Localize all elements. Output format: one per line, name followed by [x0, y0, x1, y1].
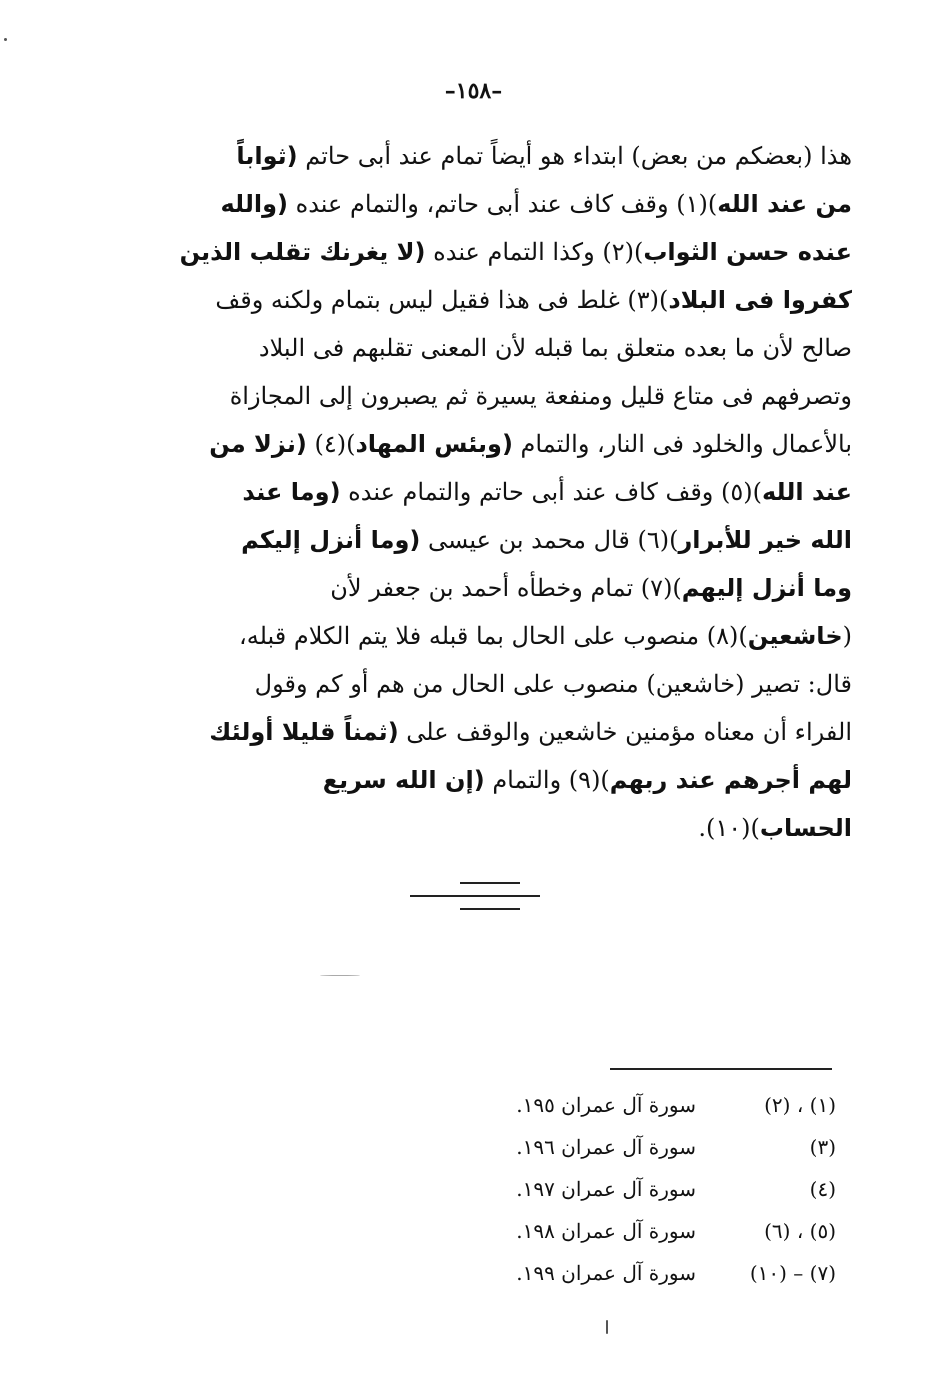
scan-speck: [606, 1320, 608, 1334]
quran-quote: عند الله: [762, 478, 852, 506]
text-segment: )(٦) قال محمد بن عيسى: [420, 526, 679, 554]
quran-quote: لهم أجرهم عند ربهم: [609, 766, 852, 794]
quran-quote: (ثمناً قليلا أولئك: [209, 718, 399, 746]
scan-speck: [320, 975, 360, 976]
page-number: –١٥٨–: [444, 78, 503, 104]
footnote-source: سورة آل عمران ١٩٧.: [516, 1177, 696, 1201]
text-line: [136, 228, 852, 276]
footnotes: [440, 1084, 836, 1294]
text-segment: صالح لأن ما بعده متعلق بما قبله لأن المعنى تقلبهم فى البلاد: [258, 334, 852, 362]
text-line: [136, 708, 852, 756]
footnote-ref: (١) ، (٢): [764, 1093, 836, 1117]
footnote-row: [440, 1252, 836, 1294]
text-segment: (: [842, 622, 852, 650]
text-line: [136, 420, 852, 468]
quran-quote: الله خير للأبرار: [678, 526, 852, 554]
text-line: [136, 612, 852, 660]
footnote-ref: (٣): [809, 1135, 836, 1159]
footnote-source: سورة آل عمران ١٩٦.: [516, 1135, 696, 1159]
text-segment: )(٧) تمام وخطأه أحمد بن جعفر لأن: [330, 574, 682, 602]
footnote-row: [440, 1084, 836, 1126]
quran-quote: (نزلا من: [209, 430, 307, 458]
quran-quote: (ثواباً: [236, 142, 298, 170]
text-line: [136, 132, 852, 180]
quran-quote: كفروا فى البلاد: [668, 286, 852, 314]
footnote-ref: (٤): [809, 1177, 836, 1201]
footnote-row: [440, 1210, 836, 1252]
text-segment: وتصرفهم فى متاع قليل ومنفعة يسيرة ثم يصبرون إلى المجازاة: [229, 382, 852, 410]
text-line: [136, 756, 852, 804]
text-line: [136, 324, 852, 372]
text-segment: هذا (بعضكم من بعض) ابتداء هو أيضاً تمام عند أبى حاتم: [297, 142, 852, 170]
text-segment: )(٩) والتمام: [484, 766, 610, 794]
footnote-row: [440, 1168, 836, 1210]
quran-quote: (والله: [220, 190, 288, 218]
quran-quote: (إن الله سريع: [322, 766, 485, 794]
quran-quote: وما أنزل إليهم: [681, 574, 852, 602]
scan-speck: [4, 38, 7, 41]
footnote-row: [440, 1126, 836, 1168]
quran-quote: (وبئس المهاد: [355, 430, 513, 458]
quran-quote: عنده حسن الثواب: [643, 238, 852, 266]
text-segment: )(٥) وقف كاف عند أبى حاتم والتمام عنده: [340, 478, 762, 506]
quran-quote: من عند الله: [717, 190, 852, 218]
footnote-ref: (٥) ، (٦): [764, 1219, 836, 1243]
footnote-separator: [610, 1068, 832, 1070]
text-segment: بالأعمال والخلود فى النار، والتمام: [512, 430, 852, 458]
text-line: [136, 516, 852, 564]
text-segment: )(٨) منصوب على الحال بما قبله فلا يتم الكلام قبله،: [238, 622, 748, 650]
text-line: [136, 276, 852, 324]
quran-quote: الحساب: [759, 814, 852, 842]
body-text: [136, 132, 852, 852]
text-line: [136, 660, 852, 708]
quran-quote: (لا يغرنك تقلب الذين: [179, 238, 426, 266]
footnote-ref: (٧) – (١٠): [749, 1261, 836, 1285]
footnote-source: سورة آل عمران ١٩٨.: [516, 1219, 696, 1243]
text-segment: )(٤): [306, 430, 356, 458]
text-segment: قال: تصير (خاشعين) منصوب على الحال من هم أو كم وقول: [254, 670, 852, 698]
footnote-source: سورة آل عمران ١٩٩.: [516, 1261, 696, 1285]
text-segment: )(٣) غلط فى هذا فقيل ليس بتمام ولكنه وقف: [215, 286, 669, 314]
text-line: [136, 804, 852, 852]
text-line: [136, 180, 852, 228]
text-segment: الفراء أن معناه مؤمنين خاشعين والوقف على: [398, 718, 852, 746]
quran-quote: (وما عند: [242, 478, 341, 506]
text-line: [136, 564, 852, 612]
text-segment: )(٢) وكذا التمام عنده: [425, 238, 644, 266]
quran-quote: (وما أنزل إليكم: [241, 526, 421, 554]
footnote-source: سورة آل عمران ١٩٥.: [516, 1093, 696, 1117]
section-divider-ornament: [410, 876, 540, 916]
text-line: [136, 372, 852, 420]
text-segment: )(١٠).: [698, 814, 760, 842]
text-segment: )(١) وقف كاف عند أبى حاتم، والتمام عنده: [287, 190, 718, 218]
quran-quote: خاشعين: [747, 622, 843, 650]
text-line: [136, 468, 852, 516]
